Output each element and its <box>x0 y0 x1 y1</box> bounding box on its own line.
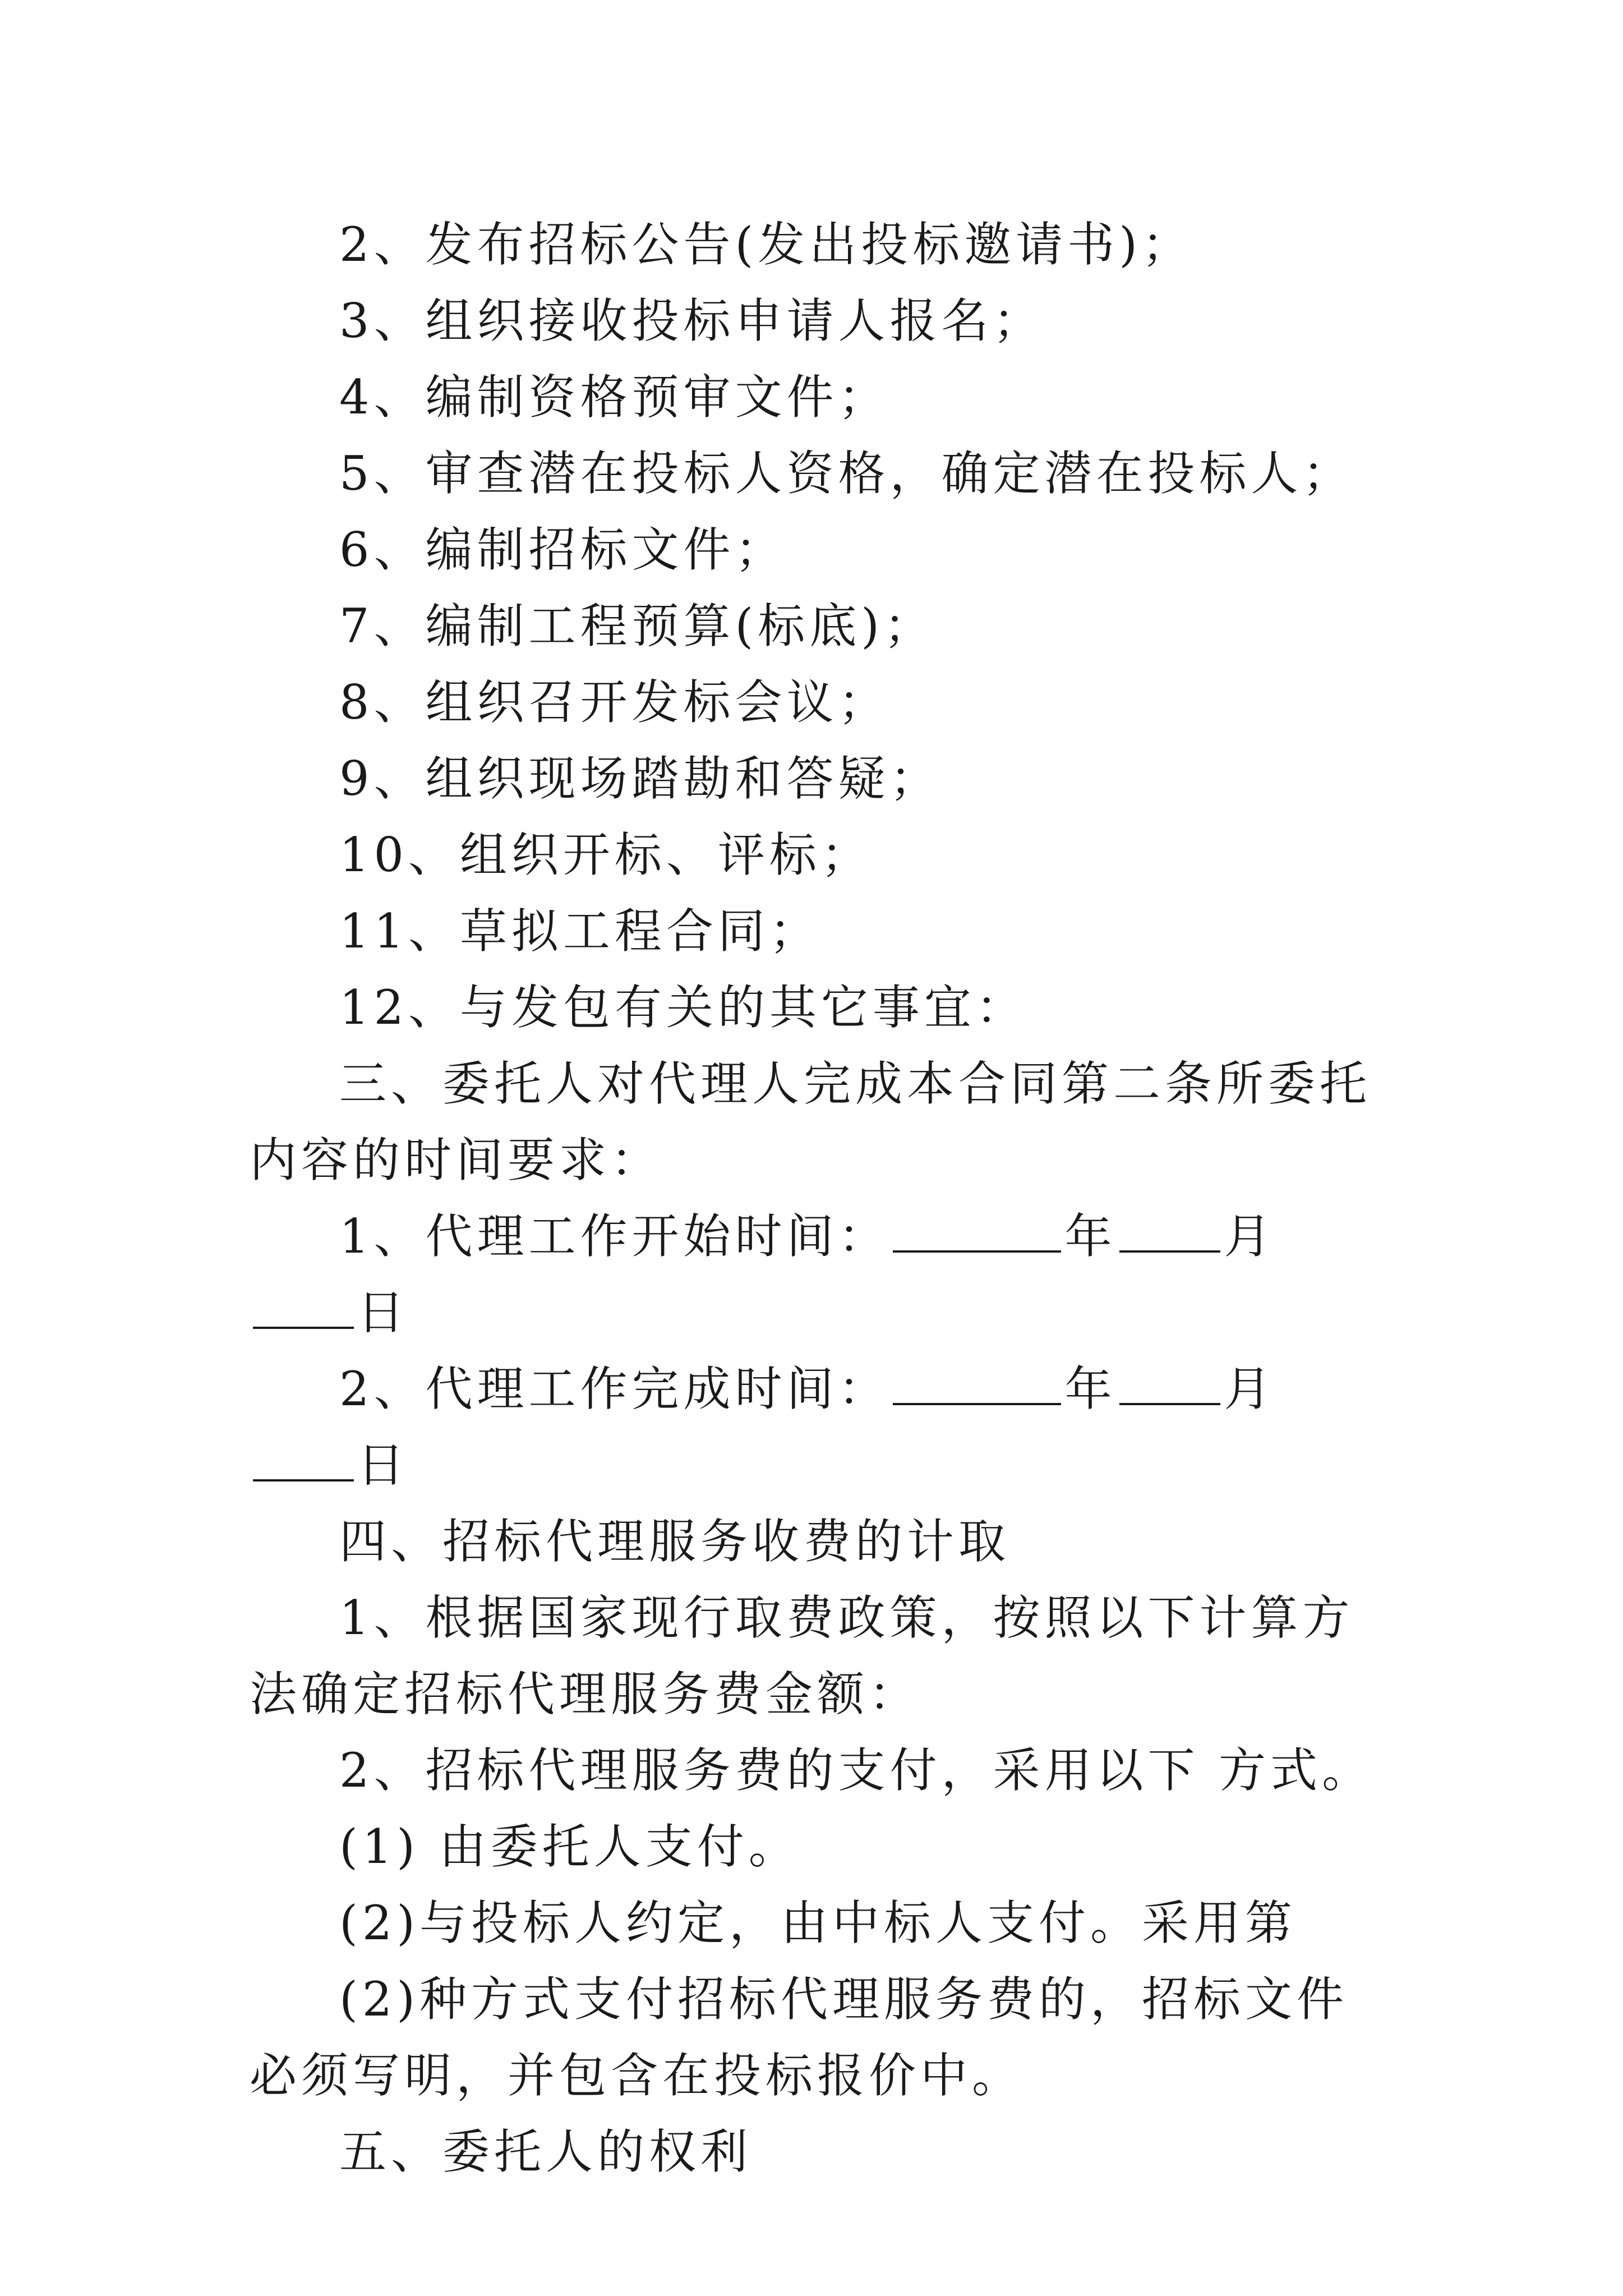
paragraph-item-2: 2、发布招标公告(发出投标邀请书)； <box>339 217 1193 272</box>
fee-payment-paragraph: 2、招标代理服务费的支付，采用以下 方式。 <box>339 1743 1374 1798</box>
start-day-blank <box>253 1287 354 1329</box>
start-day-unit: 日 <box>357 1285 409 1340</box>
finish-time-line <box>250 1351 1382 1503</box>
finish-day-unit: 日 <box>357 1438 409 1493</box>
paragraph-item-4: 4、编制资格预审文件； <box>339 370 890 425</box>
finish-year-unit: 年 <box>1064 1361 1117 1416</box>
paragraph-item-11: 11、草拟工程合同； <box>339 904 821 959</box>
finish-time-label: 2、代理工作完成时间： <box>339 1361 890 1416</box>
fee-calc-paragraph: 1、根据国家现行取费政策，按照以下计算方法确定招标代理服务费金额： <box>250 1590 1354 1722</box>
paragraph-item-9: 9、组织现场踏勘和答疑； <box>339 751 942 806</box>
payment-option-2-note: (2)种方式支付招标代理服务费的，招标文件必须写明，并包含在投标报价中。 <box>250 1972 1348 2103</box>
payment-option-1: (1) 由委托人支付。 <box>339 1819 800 1874</box>
payment-option-2: (2)与投标人约定，由中标人支付。采用第 <box>339 1895 1297 1950</box>
finish-day-blank <box>253 1440 354 1481</box>
section-4-heading: 四、招标代理服务收费的计取 <box>339 1514 1011 1569</box>
start-year-blank <box>893 1211 1061 1253</box>
finish-month-unit: 月 <box>1224 1361 1276 1416</box>
start-year-unit: 年 <box>1064 1209 1117 1264</box>
section-5-heading: 五、委托人的权利 <box>339 2124 753 2179</box>
finish-year-blank <box>893 1364 1061 1405</box>
start-time-label: 1、代理工作开始时间： <box>339 1209 890 1264</box>
paragraph-item-6: 6、编制招标文件； <box>339 522 787 577</box>
paragraph-item-3: 3、组织接收投标申请人报名； <box>339 293 1045 348</box>
document-body <box>250 206 1382 2190</box>
finish-month-blank <box>1119 1364 1220 1405</box>
section-3-heading: 三、委托人对代理人完成本合同第二条所委托内容的时间要求： <box>250 1056 1372 1188</box>
paragraph-item-12: 12、与发包有关的其它事宜： <box>339 980 1027 1035</box>
paragraph-item-7: 7、编制工程预算(标底)； <box>339 599 935 654</box>
paragraph-item-5: 5、审查潜在投标人资格，确定潜在投标人； <box>339 446 1354 501</box>
start-time-line <box>250 1198 1382 1351</box>
paragraph-item-8: 8、组织召开发标会议； <box>339 675 890 730</box>
start-month-blank <box>1119 1211 1220 1253</box>
start-month-unit: 月 <box>1224 1209 1276 1264</box>
paragraph-item-10: 10、组织开标、评标； <box>339 827 873 882</box>
